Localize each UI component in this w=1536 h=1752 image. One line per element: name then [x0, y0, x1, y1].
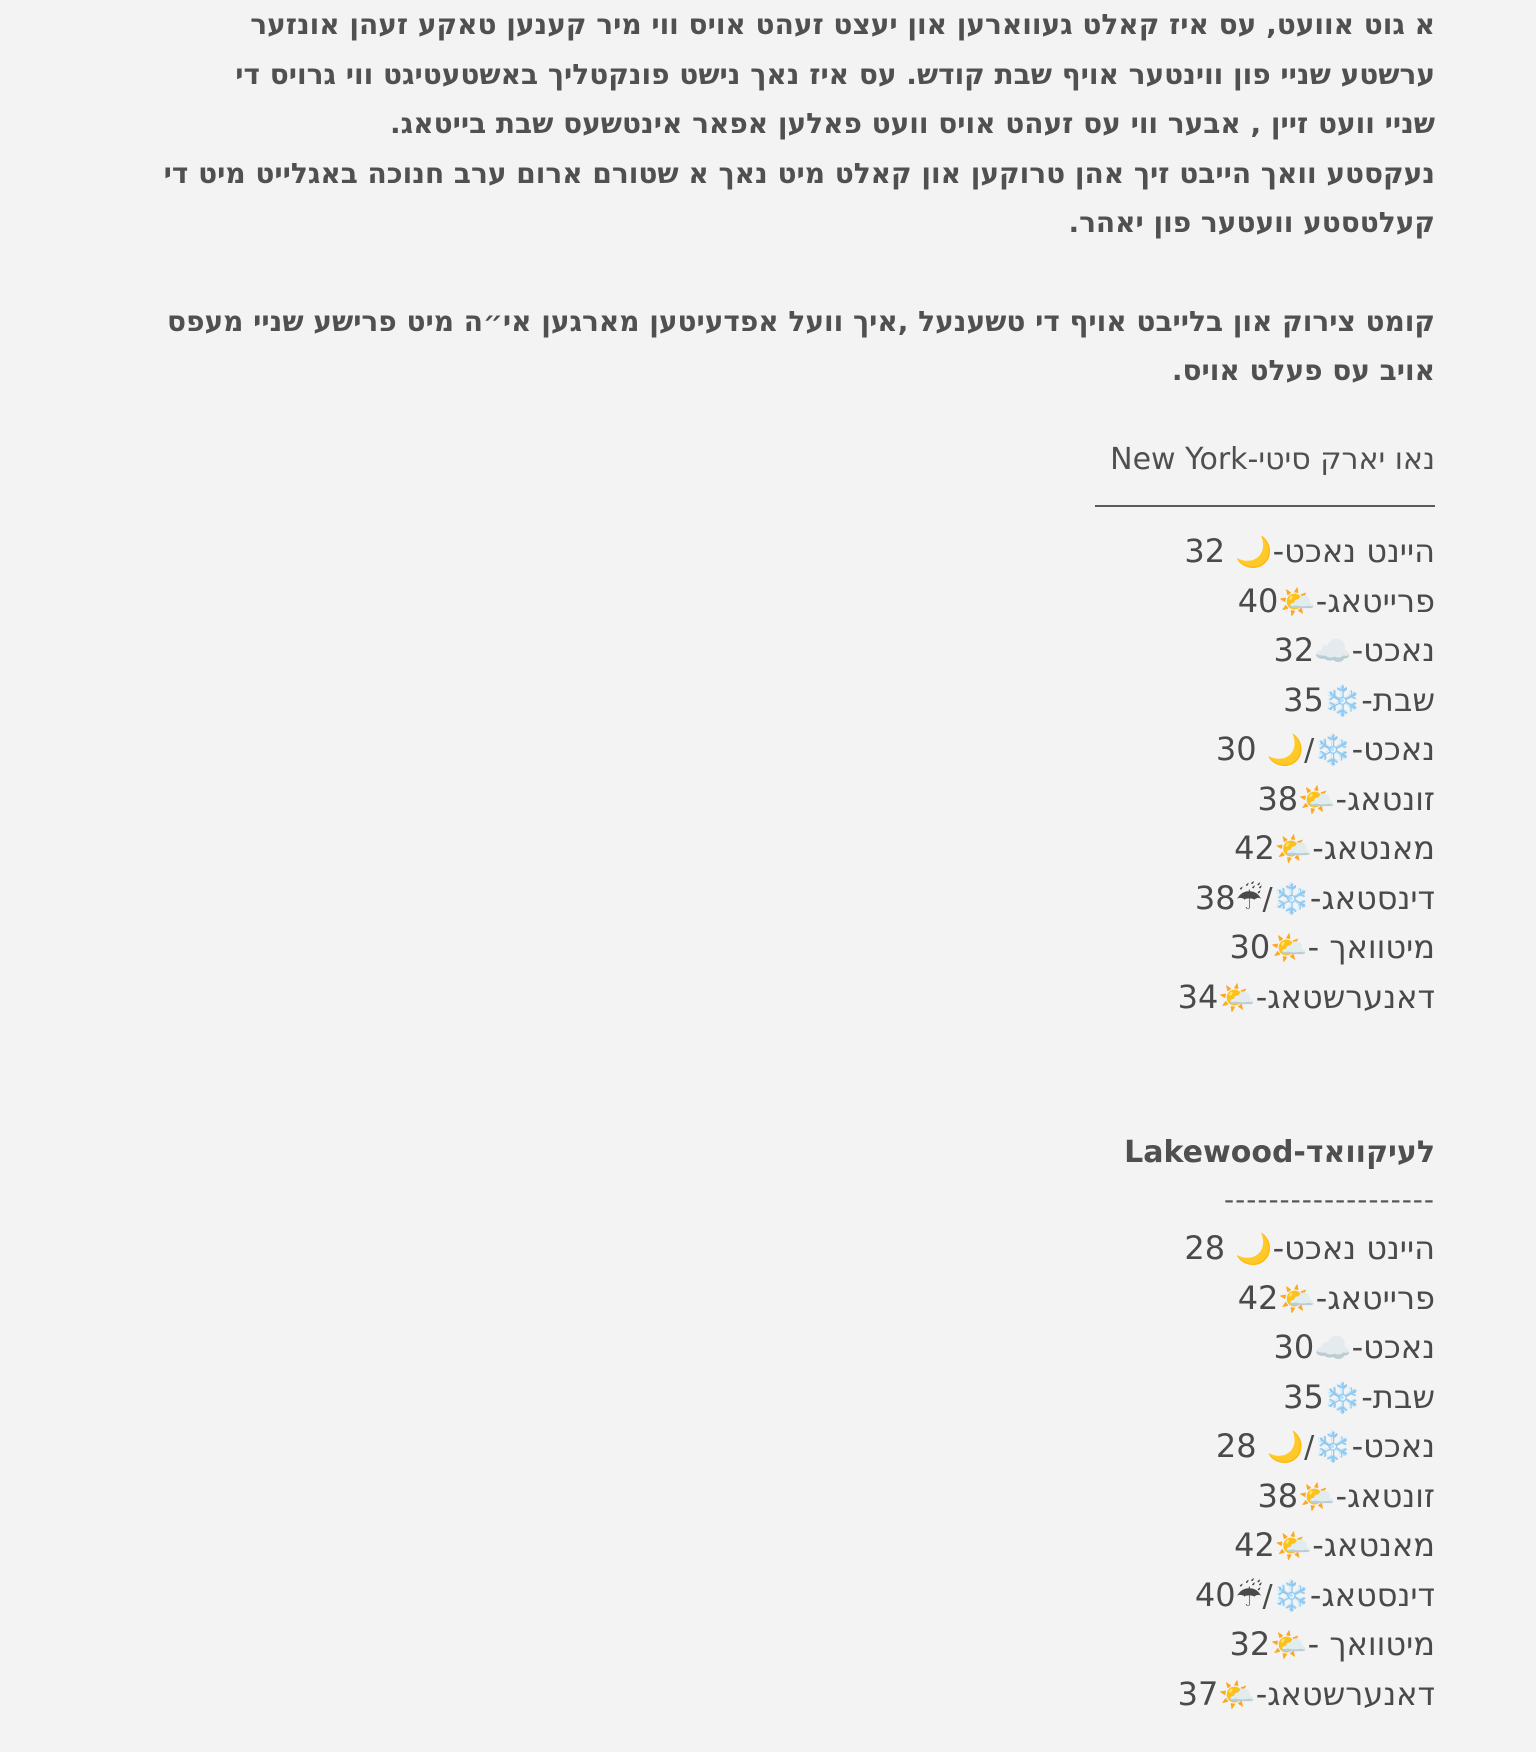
intro-line: א גוט אוועט, עס איז קאלט געווארען און יעצט זעהט אויס ווי מיר קענען טאקע זעהן אונזער — [250, 8, 1435, 41]
snowflake-icon: ❄️ — [1323, 683, 1362, 719]
sun-behind-cloud-icon: 🌤️ — [1298, 1479, 1336, 1515]
forecast-row: דינסטאג-❄️/☔40 — [1194, 1575, 1435, 1614]
forecast-list — [835, 1224, 1435, 1719]
city-title: נאו יארק סיטי-New York — [1110, 442, 1435, 477]
sun-behind-cloud-icon: 🌤️ — [1274, 832, 1313, 867]
forecast-row: נאכט-❄️/🌙 28 — [1215, 1427, 1435, 1465]
forecast-row: היינט נאכט-🌙 32 — [1184, 532, 1435, 570]
moon-icon: 🌙 — [1235, 1232, 1273, 1267]
forecast-row: מאנטאג-🌤️42 — [1234, 829, 1435, 867]
sun-behind-cloud-icon: 🌤️ — [1278, 1281, 1316, 1317]
snowflake-moon-icon: ❄️/🌙 — [1266, 733, 1352, 768]
intro-text — [95, 0, 1435, 396]
intro-paragraph-2 — [95, 297, 1435, 396]
intro-line: קעלטסטע וועטער פון יאהר. — [1068, 206, 1435, 239]
sun-behind-cloud-icon: 🌤️ — [1270, 931, 1308, 966]
sun-behind-cloud-icon: 🌤️ — [1218, 1677, 1256, 1713]
snowflake-moon-icon: ❄️/🌙 — [1266, 1430, 1352, 1465]
city-forecast-new-york — [835, 437, 1435, 1022]
forecast-list — [835, 527, 1435, 1022]
moon-icon: 🌙 — [1235, 535, 1273, 570]
intro-paragraph-1 — [95, 0, 1435, 248]
forecast-row: שבת-❄️35 — [1283, 1377, 1435, 1416]
sun-behind-cloud-icon: 🌤️ — [1278, 584, 1316, 620]
forecast-row: זונטאג-🌤️38 — [1257, 779, 1435, 818]
forecast-row: נאכט-❄️/🌙 30 — [1215, 730, 1435, 768]
sun-behind-cloud-icon: 🌤️ — [1298, 782, 1336, 818]
forecast-row: מאנטאג-🌤️42 — [1234, 1526, 1435, 1564]
sun-behind-cloud-icon: 🌤️ — [1270, 1628, 1308, 1663]
snowflake-icon: ❄️ — [1323, 1380, 1362, 1416]
divider-dashes: ------------------- — [1224, 1183, 1435, 1216]
forecast-row: פרייטאג-🌤️40 — [1237, 581, 1435, 620]
cloud-icon: ☁️ — [1314, 1331, 1352, 1366]
forecast-row: שבת-❄️35 — [1283, 680, 1435, 719]
forecast-row: דאנערשטאג-🌤️34 — [1177, 977, 1435, 1016]
intro-line: נעקסטע וואך הייבט זיך אהן טרוקען און קאלט מיט נאך א שטורם ארום ערב חנוכה באגלייט מיט די — [163, 156, 1435, 190]
cloud-icon: ☁️ — [1314, 634, 1352, 669]
city-title: לעיקוואד-Lakewood — [1124, 1135, 1435, 1170]
city-forecast-lakewood — [835, 1130, 1435, 1719]
intro-line: אויב עס פעלט אויס. — [1171, 354, 1435, 387]
forecast-row: מיטוואך -🌤️32 — [1229, 1625, 1435, 1663]
forecast-row: היינט נאכט-🌙 28 — [1184, 1229, 1435, 1267]
forecast-row: זונטאג-🌤️38 — [1257, 1476, 1435, 1515]
intro-line: ערשטע שניי פון ווינטער אויף שבת קודש. עס איז נאך נישט פונקטליך באשטעטיגט ווי גרויס די — [235, 57, 1435, 91]
snowflake-umbrella-icon: ❄️/☔ — [1235, 881, 1310, 917]
forecast-row: דאנערשטאג-🌤️37 — [1177, 1674, 1435, 1713]
sun-behind-cloud-icon: 🌤️ — [1274, 1529, 1313, 1564]
forecast-row: מיטוואך -🌤️30 — [1229, 928, 1435, 966]
intro-line: שניי וועט זיין , אבער ווי עס זעהט אויס וועט פאלען אפאר אינטשעס שבת בייטאג. — [390, 107, 1435, 140]
forecast-row: נאכט-☁️30 — [1273, 1328, 1435, 1366]
sun-behind-cloud-icon: 🌤️ — [1218, 980, 1256, 1016]
forecast-row: פרייטאג-🌤️42 — [1237, 1278, 1435, 1317]
snowflake-umbrella-icon: ❄️/☔ — [1235, 1578, 1310, 1614]
intro-line: קומט צירוק און בלייבט אויף די טשענעל ,איך וועל אפדעיטען מארגען אי״ה מיט פרישע שניי מעפס — [167, 304, 1435, 338]
forecast-row: נאכט-☁️32 — [1273, 631, 1435, 669]
forecast-row: דינסטאג-❄️/☔38 — [1194, 878, 1435, 917]
